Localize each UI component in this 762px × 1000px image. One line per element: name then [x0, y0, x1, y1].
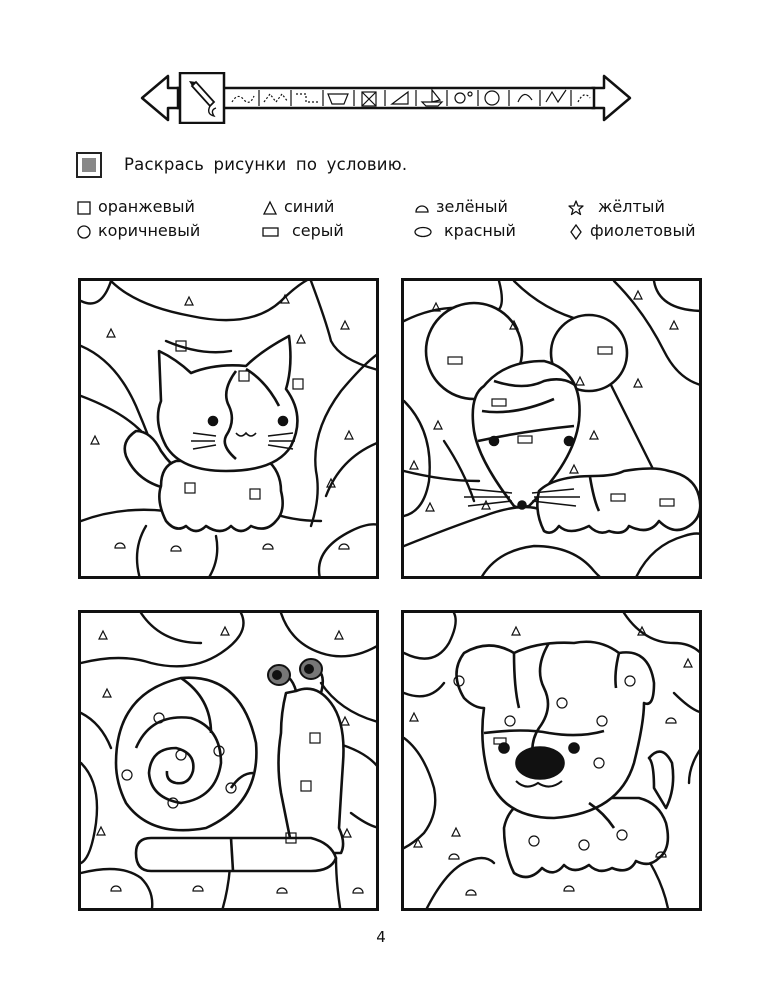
rectangle-icon [262, 224, 280, 240]
diamond-icon [568, 224, 584, 240]
cat-drawing [81, 281, 379, 579]
snail-figure [116, 669, 344, 871]
legend-label: жёлтый [598, 197, 665, 216]
mouse-figure [426, 303, 700, 533]
coloring-picture-cat[interactable] [78, 278, 379, 579]
snail-eyes [268, 659, 322, 685]
legend-label: серый [292, 221, 344, 240]
legend-label: коричневый [98, 221, 201, 240]
oval-icon [414, 224, 432, 240]
legend-label: оранжевый [98, 197, 195, 216]
legend-label: фиолетовый [590, 221, 696, 240]
dog-figure [457, 642, 674, 877]
star-icon [568, 200, 586, 216]
page-number: 4 [376, 928, 386, 946]
legend-label: красный [444, 221, 516, 240]
triangle-icon [262, 200, 278, 216]
arrow-right-icon[interactable] [592, 76, 630, 120]
half-circle-icon [414, 200, 430, 216]
activity-navigation-strip [140, 72, 632, 124]
circle-icon [76, 224, 92, 240]
arrow-left-icon[interactable] [142, 76, 180, 120]
cat-figure [125, 336, 298, 531]
instruction-marker-icon [76, 152, 102, 178]
legend-label: зелёный [436, 197, 508, 216]
mouse-drawing [404, 281, 702, 579]
coloring-picture-mouse[interactable] [401, 278, 702, 579]
legend-label: синий [284, 197, 335, 216]
dog-drawing [404, 613, 702, 911]
snail-drawing [81, 613, 379, 911]
square-icon [76, 200, 92, 216]
coloring-picture-dog[interactable] [401, 610, 702, 911]
pencil-icon[interactable] [180, 73, 224, 123]
instruction-text: Раскрась рисунки по условию. [124, 155, 408, 174]
coloring-picture-snail[interactable] [78, 610, 379, 911]
